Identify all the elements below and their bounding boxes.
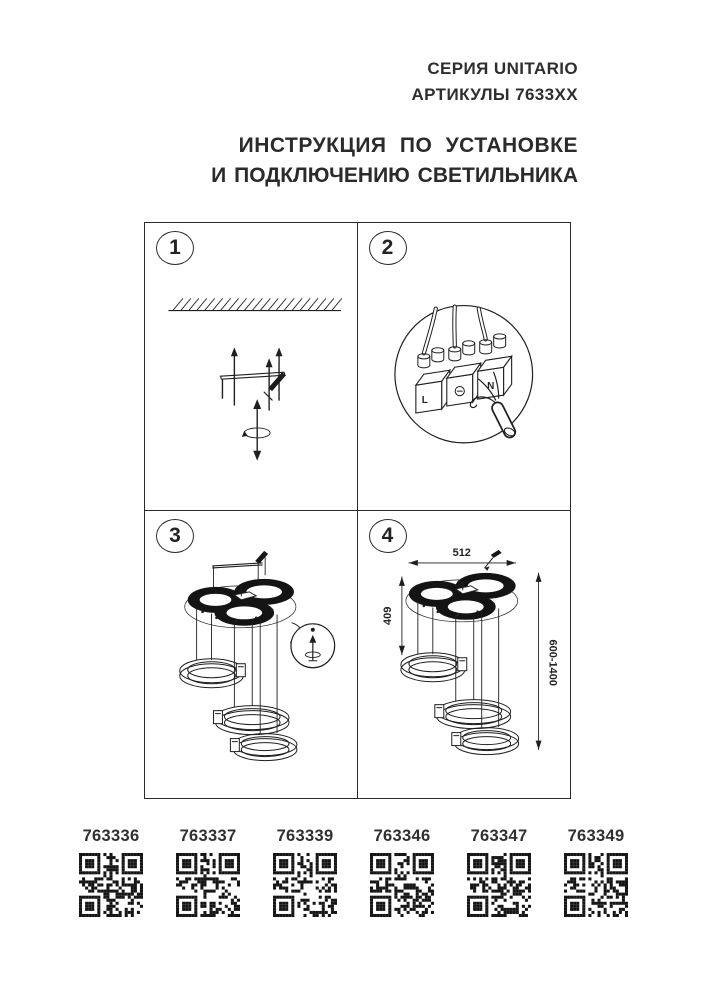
step3-drawing xyxy=(145,511,357,799)
step-number-badge: 1 xyxy=(156,231,194,265)
step-number-badge: 2 xyxy=(369,231,407,265)
dimension-width xyxy=(408,546,515,565)
step1-drawing xyxy=(145,223,357,510)
step-1-panel xyxy=(145,223,358,511)
chandelier-drawing xyxy=(400,572,518,754)
instruction-grid xyxy=(144,222,571,799)
step-4-panel xyxy=(358,511,571,799)
article-number: 763337 xyxy=(179,827,237,845)
qr-code xyxy=(370,853,434,917)
qr-code xyxy=(273,853,337,917)
article-item xyxy=(552,827,640,917)
ceiling-hatch xyxy=(169,299,342,311)
terminal-label-N: N xyxy=(486,381,494,393)
qr-code xyxy=(467,853,531,917)
qr-code xyxy=(176,853,240,917)
article-item xyxy=(67,827,155,917)
title-line-2: И ПОДКЛЮЧЕНИЮ СВЕТИЛЬНИКА xyxy=(211,164,578,187)
article-number: 763349 xyxy=(567,827,625,845)
articles-footer xyxy=(0,827,707,917)
step-number-badge: 4 xyxy=(369,519,407,553)
article-number: 763336 xyxy=(82,827,140,845)
terminal-label-L: L xyxy=(421,395,428,407)
step-3-panel xyxy=(145,511,358,799)
terminal-block xyxy=(415,334,511,413)
series-line: СЕРИЯ UNITARIO xyxy=(427,59,578,78)
articles-line: АРТИКУЛЫ 7633XX xyxy=(411,85,578,104)
article-number: 763339 xyxy=(276,827,334,845)
page-title xyxy=(211,131,578,191)
header-block xyxy=(411,56,578,108)
canopy-hook-detail xyxy=(484,549,501,570)
article-item xyxy=(164,827,252,917)
qr-code xyxy=(564,853,628,917)
title-line-1: ИНСТРУКЦИЯ ПО УСТАНОВКЕ xyxy=(238,134,578,157)
dimension-suspension-range xyxy=(535,572,558,749)
step-2-panel xyxy=(358,223,571,511)
step2-drawing xyxy=(358,223,571,510)
step-number-badge: 3 xyxy=(156,519,194,553)
callout-bubble xyxy=(291,622,335,667)
chandelier-drawing xyxy=(180,578,297,760)
article-number: 763347 xyxy=(470,827,528,845)
article-item xyxy=(358,827,446,917)
dimension-canopy-label: 409 xyxy=(381,606,394,625)
dimension-width-label: 512 xyxy=(452,546,471,559)
dimension-canopy-height xyxy=(381,576,404,654)
article-item xyxy=(261,827,349,917)
mounting-bracket xyxy=(220,347,286,410)
rotate-arrow-icon xyxy=(242,399,270,461)
article-number: 763346 xyxy=(373,827,431,845)
article-item xyxy=(455,827,543,917)
dimension-range-label: 600-1400 xyxy=(546,639,559,686)
step4-drawing xyxy=(358,511,571,799)
qr-code xyxy=(79,853,143,917)
